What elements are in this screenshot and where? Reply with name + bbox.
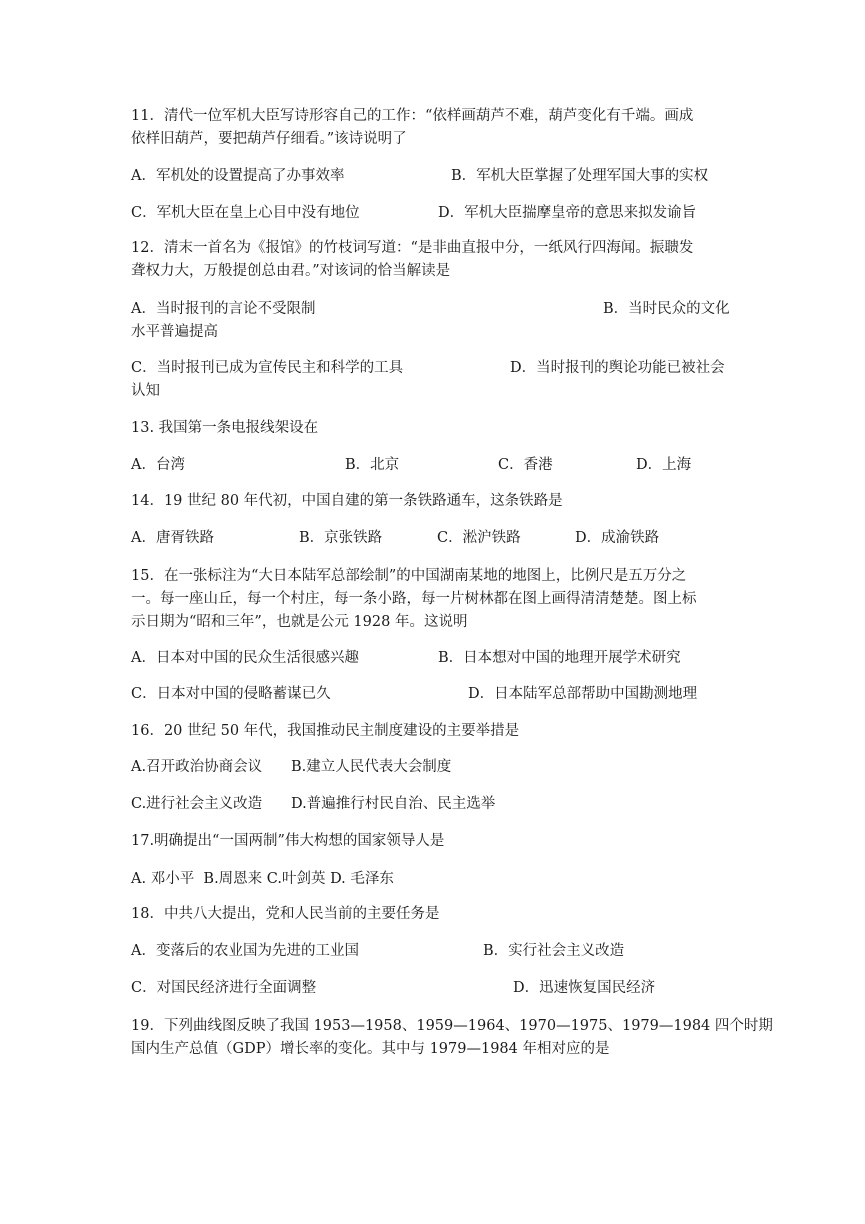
q14-option-d: D．成渝铁路 [575, 530, 660, 546]
q15-stem-line3: 示日期为“昭和三年”，也就是公元 1928 年。这说明 [131, 614, 468, 630]
q18-stem: 18．中共八大提出，党和人民当前的主要任务是 [131, 906, 440, 922]
q13-option-b: B．北京 [345, 457, 400, 473]
q12-option-b: B．当时民众的文化 [603, 301, 730, 317]
q13-option-c: C．香港 [498, 457, 553, 473]
q16-option-d: D.普遍推行村民自治、民主选举 [291, 796, 496, 812]
q19-stem-line1: 19．下列曲线图反映了我国 1953—1958、1959—1964、1970—1975、1979—1984 四个时期 [131, 1018, 773, 1034]
q12-stem-line1: 12．清末一首名为《报馆》的竹枝词写道：“是非曲直报中分，一纸风行四海闻。振聩发 [131, 240, 694, 256]
q11-stem-line1: 11．清代一位军机大臣写诗形容自己的工作：“依样画葫芦不难，葫芦变化有千端。画成 [131, 108, 694, 124]
q16-stem: 16．20 世纪 50 年代，我国推动民主制度建设的主要举措是 [131, 723, 520, 739]
q13-option-d: D．上海 [636, 457, 692, 473]
q16-option-b: B.建立人民代表大会制度 [291, 759, 452, 775]
q12-option-d-cont: 认知 [131, 383, 160, 399]
q18-option-b: B．实行社会主义改造 [483, 943, 625, 959]
q14-stem: 14．19 世纪 80 年代初，中国自建的第一条铁路通车，这条铁路是 [131, 493, 563, 509]
q15-option-c: C．日本对中国的侵略蓄谋已久 [131, 686, 331, 702]
q16-option-a: A.召开政治协商会议 [131, 759, 263, 775]
q14-option-b: B．京张铁路 [299, 530, 383, 546]
q18-option-a: A．变落后的农业国为先进的工业国 [131, 943, 359, 959]
q14-option-c: C．淞沪铁路 [437, 530, 521, 546]
q12-stem-line2: 聋权力大，万般提创总由君。”对该词的恰当解读是 [131, 263, 451, 279]
q15-stem-line1: 15．在一张标注为“大日本陆军总部绘制”的中国湖南某地的地图上，比例尺是五万分之 [131, 568, 687, 584]
q18-option-d: D．迅速恢复国民经济 [513, 980, 656, 996]
q15-option-a: A．日本对中国的民众生活很感兴趣 [131, 650, 359, 666]
q15-stem-line2: 一。每一座山丘，每一个村庄，每一条小路，每一片树林都在图上画得清清楚楚。图上标 [131, 591, 697, 607]
q11-option-d: D．军机大臣揣摩皇帝的意思来拟发谕旨 [438, 205, 697, 221]
q16-option-c: C.进行社会主义改造 [131, 796, 263, 812]
q11-option-c: C．军机大臣在皇上心目中没有地位 [131, 205, 360, 221]
q17-stem: 17.明确提出“一国两制”伟大构想的国家领导人是 [131, 833, 445, 849]
q14-option-a: A．唐胥铁路 [131, 530, 214, 546]
q13-option-a: A．台湾 [131, 457, 185, 473]
q17-options: A. 邓小平 B.周恩来 C.叶剑英 D. 毛泽东 [131, 871, 394, 887]
q19-stem-line2: 国内生产总值（GDP）增长率的变化。其中与 1979—1984 年相对应的是 [131, 1041, 610, 1057]
q11-option-b: B．军机大臣掌握了处理军国大事的实权 [451, 168, 709, 184]
q18-option-c: C．对国民经济进行全面调整 [131, 980, 317, 996]
q12-option-b-cont: 水平普遍提高 [131, 324, 218, 340]
q15-option-d: D．日本陆军总部帮助中国勘测地理 [468, 686, 698, 702]
q12-option-c: C．当时报刊已成为宣传民主和科学的工具 [131, 360, 404, 376]
q15-option-b: B．日本想对中国的地理开展学术研究 [438, 650, 681, 666]
q12-option-d: D．当时报刊的舆论功能已被社会 [510, 360, 725, 376]
q11-stem-line2: 依样旧葫芦，要把葫芦仔细看。”该诗说明了 [131, 131, 407, 147]
q11-option-a: A．军机处的设置提高了办事效率 [131, 168, 345, 184]
q13-stem: 13. 我国第一条电报线架设在 [131, 420, 319, 436]
q12-option-a: A．当时报刊的言论不受限制 [131, 301, 316, 317]
